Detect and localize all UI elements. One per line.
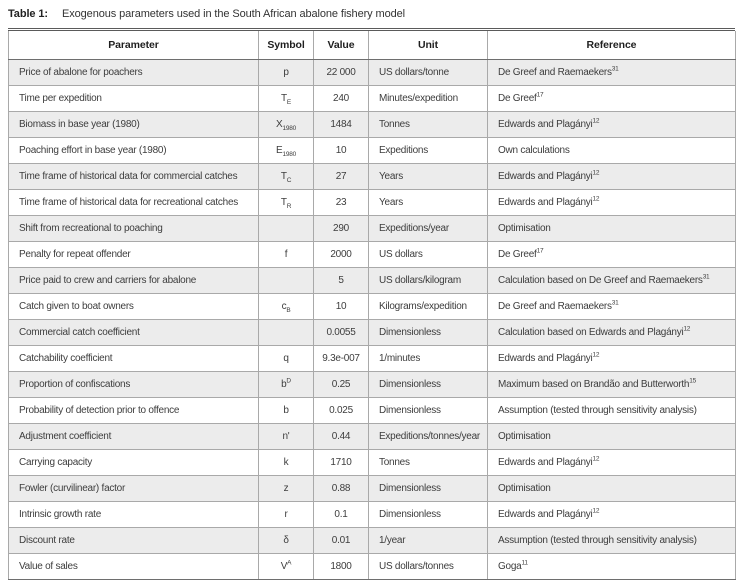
parameter-cell: Adjustment coefficient [9,423,259,449]
parameter-cell: Commercial catch coefficient [9,319,259,345]
reference-cell: Goga$^{11}$ [488,553,736,579]
value-cell: 0.01 [314,527,369,553]
parameter-cell: Poaching effort in base year (1980) [9,137,259,163]
symbol-cell: r [259,501,314,527]
unit-cell: 1/minutes [369,345,488,371]
value-cell: 0.44 [314,423,369,449]
symbol-cell: z [259,475,314,501]
reference-cell: Optimisation [488,423,736,449]
parameter-cell: Discount rate [9,527,259,553]
unit-cell: Years [369,163,488,189]
value-cell: 5 [314,267,369,293]
parameter-cell: Shift from recreational to poaching [9,215,259,241]
value-cell: 10 [314,293,369,319]
value-cell: 0.0055 [314,319,369,345]
value-cell: 290 [314,215,369,241]
reference-cell: Optimisation [488,215,736,241]
symbol-cell: k [259,449,314,475]
symbol-cell [259,267,314,293]
symbol-cell: $c_B$ [259,293,314,319]
table-row [9,189,736,215]
unit-cell: Minutes/expedition [369,85,488,111]
unit-cell: US dollars/tonnes [369,553,488,579]
symbol-cell [259,215,314,241]
value-cell: 9.3e-007 [314,345,369,371]
reference-cell: Edwards and Plagányi$^{12}$ [488,449,736,475]
parameter-cell: Fowler (curvilinear) factor [9,475,259,501]
table-caption [8,7,735,21]
parameter-cell: Time per expedition [9,85,259,111]
table-row [9,475,736,501]
parameter-cell: Value of sales [9,553,259,579]
value-cell: 22 000 [314,59,369,85]
header-parameter: Parameter [9,31,259,59]
unit-cell: US dollars [369,241,488,267]
unit-cell: Tonnes [369,449,488,475]
value-cell: 1800 [314,553,369,579]
unit-cell: Expeditions/year [369,215,488,241]
symbol-cell: $T_E$ [259,85,314,111]
reference-cell: Calculation based on Edwards and Plagányi$^{12}$ [488,319,736,345]
table-row [9,215,736,241]
symbol-cell: $X_{1980}$ [259,111,314,137]
header-reference: Reference [488,31,736,59]
header-unit: Unit [369,31,488,59]
reference-cell: De Greef$^{17}$ [488,241,736,267]
parameter-cell: Price paid to crew and carriers for abalone [9,267,259,293]
table-row [9,371,736,397]
table-row [9,267,736,293]
reference-cell: Edwards and Plagányi$^{12}$ [488,163,736,189]
value-cell: 0.88 [314,475,369,501]
parameter-cell: Carrying capacity [9,449,259,475]
table-row [9,241,736,267]
unit-cell: Dimensionless [369,319,488,345]
symbol-cell: q [259,345,314,371]
unit-cell: US dollars/tonne [369,59,488,85]
parameter-cell: Penalty for repeat offender [9,241,259,267]
unit-cell: Dimensionless [369,397,488,423]
reference-cell: Assumption (tested through sensitivity analysis) [488,527,736,553]
reference-cell: Own calculations [488,137,736,163]
parameters-table [8,31,736,580]
symbol-cell [259,319,314,345]
table-row [9,423,736,449]
unit-cell: Kilograms/expedition [369,293,488,319]
unit-cell: US dollars/kilogram [369,267,488,293]
value-cell: 23 [314,189,369,215]
table-row [9,59,736,85]
table-row [9,163,736,189]
parameter-cell: Probability of detection prior to offence [9,397,259,423]
table-row [9,501,736,527]
unit-cell: Years [369,189,488,215]
table-row [9,319,736,345]
value-cell: 0.025 [314,397,369,423]
symbol-cell: $E_{1980}$ [259,137,314,163]
unit-cell: Dimensionless [369,501,488,527]
unit-cell: Dimensionless [369,371,488,397]
table-body [9,59,736,579]
table-row [9,111,736,137]
symbol-cell: p [259,59,314,85]
parameter-cell: Catch given to boat owners [9,293,259,319]
unit-cell: Expeditions [369,137,488,163]
parameter-cell: Proportion of confiscations [9,371,259,397]
reference-cell: Optimisation [488,475,736,501]
table-row [9,137,736,163]
reference-cell: De Greef and Raemaekers$^{31}$ [488,293,736,319]
symbol-cell: n' [259,423,314,449]
table-caption-text: Exogenous parameters used in the South African abalone fishery model [62,8,405,20]
unit-cell: 1/year [369,527,488,553]
table-row [9,449,736,475]
value-cell: 2000 [314,241,369,267]
reference-cell: Edwards and Plagányi$^{12}$ [488,345,736,371]
symbol-cell: $T_C$ [259,163,314,189]
value-cell: 1710 [314,449,369,475]
symbol-cell: $b^D$ [259,371,314,397]
unit-cell: Tonnes [369,111,488,137]
header-symbol: Symbol [259,31,314,59]
reference-cell: De Greef$^{17}$ [488,85,736,111]
table-caption-label: Table 1: [8,8,48,20]
unit-cell: Dimensionless [369,475,488,501]
parameter-cell: Price of abalone for poachers [9,59,259,85]
reference-cell: Assumption (tested through sensitivity analysis) [488,397,736,423]
value-cell: 0.25 [314,371,369,397]
symbol-cell: f [259,241,314,267]
symbol-cell: $V^A$ [259,553,314,579]
parameter-cell: Biomass in base year (1980) [9,111,259,137]
symbol-cell: $T_R$ [259,189,314,215]
reference-cell: Calculation based on De Greef and Raemaekers$^{31}$ [488,267,736,293]
symbol-cell: b [259,397,314,423]
table-row [9,397,736,423]
table-header-row [9,31,736,59]
value-cell: 27 [314,163,369,189]
reference-cell: Edwards and Plagányi$^{12}$ [488,111,736,137]
parameter-cell: Time frame of historical data for commercial catches [9,163,259,189]
parameter-cell: Time frame of historical data for recreational catches [9,189,259,215]
value-cell: 10 [314,137,369,163]
parameter-cell: Catchability coefficient [9,345,259,371]
table-row [9,345,736,371]
reference-cell: De Greef and Raemaekers$^{31}$ [488,59,736,85]
table-row [9,293,736,319]
reference-cell: Edwards and Plagányi$^{12}$ [488,189,736,215]
reference-cell: Maximum based on Brandão and Butterworth$^{15}$ [488,371,736,397]
value-cell: 0.1 [314,501,369,527]
symbol-cell: δ [259,527,314,553]
table-row [9,553,736,579]
table-row [9,527,736,553]
value-cell: 240 [314,85,369,111]
header-value: Value [314,31,369,59]
unit-cell: Expeditions/tonnes/year [369,423,488,449]
table-row [9,85,736,111]
value-cell: 1484 [314,111,369,137]
parameter-cell: Intrinsic growth rate [9,501,259,527]
reference-cell: Edwards and Plagányi$^{12}$ [488,501,736,527]
